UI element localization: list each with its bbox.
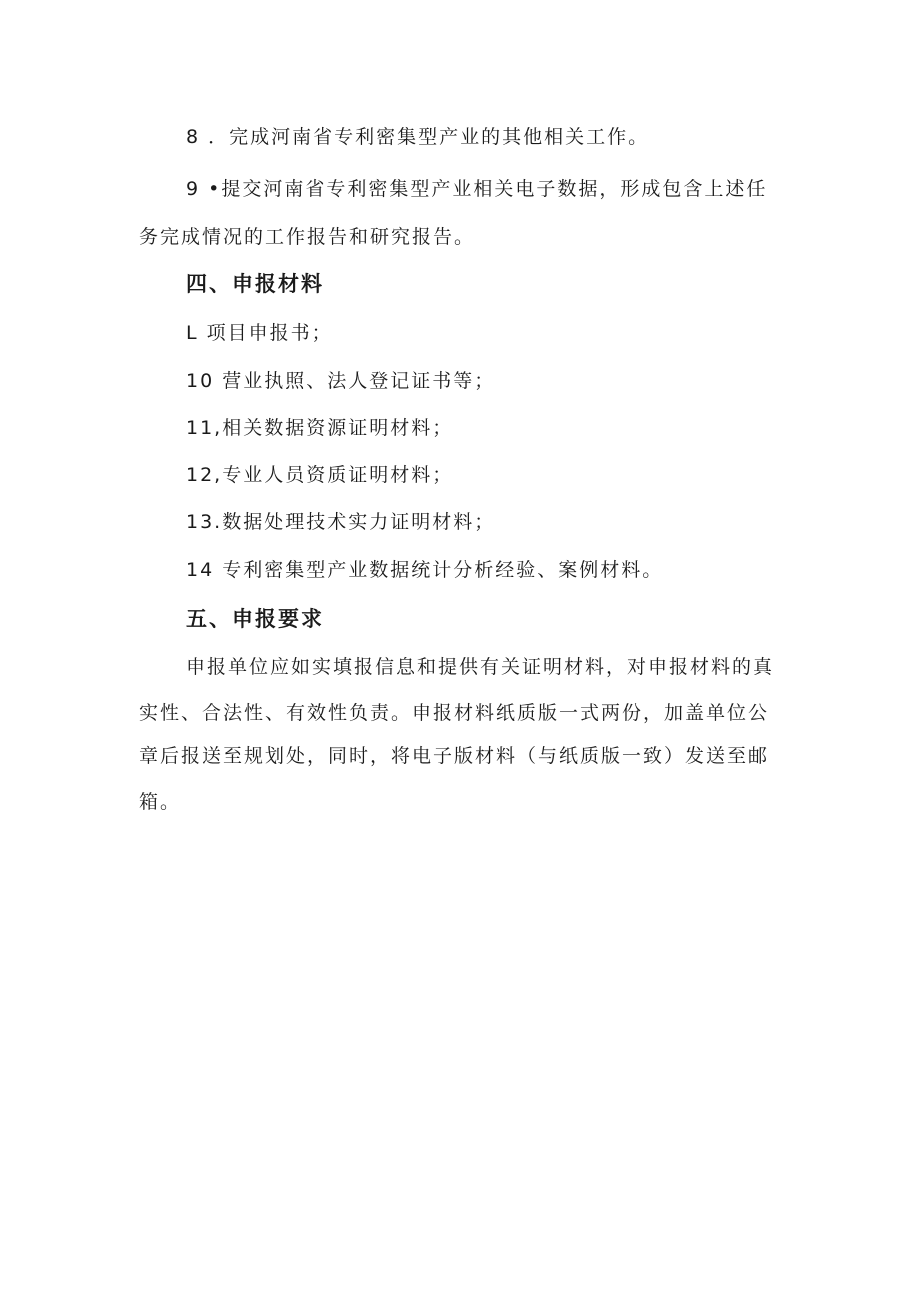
requirements-line-2: 实性、合法性、有效性负责。申报材料纸质版一式两份，加盖单位公 — [139, 702, 770, 724]
materials-item-4: 12,专业人员资质证明材料； — [186, 464, 454, 486]
materials-item-1: L 项目申报书； — [186, 322, 333, 344]
item-9-line-2: 务完成情况的工作报告和研究报告。 — [139, 226, 476, 248]
item-8: 8 ．完成河南省专利密集型产业的其他相关工作。 — [186, 126, 650, 148]
materials-item-3: 11,相关数据资源证明材料； — [186, 417, 454, 439]
materials-item-2: 10 营业执照、法人登记证书等； — [186, 370, 496, 392]
requirements-line-3: 章后报送至规划处，同时，将电子版材料（与纸质版一致）发送至邮 — [139, 745, 770, 767]
item-9-line-1: 9 •提交河南省专利密集型产业相关电子数据，形成包含上述任 — [186, 178, 768, 200]
requirements-line-1: 申报单位应如实填报信息和提供有关证明材料，对申报材料的真 — [186, 656, 775, 678]
section-heading-materials: 四、申报材料 — [186, 272, 324, 296]
section-heading-requirements: 五、申报要求 — [186, 607, 324, 631]
requirements-line-4: 箱。 — [139, 791, 182, 813]
materials-item-6: 14 专利密集型产业数据统计分析经验、案例材料。 — [186, 559, 664, 581]
materials-item-5: 13.数据处理技术实力证明材料； — [186, 511, 496, 533]
